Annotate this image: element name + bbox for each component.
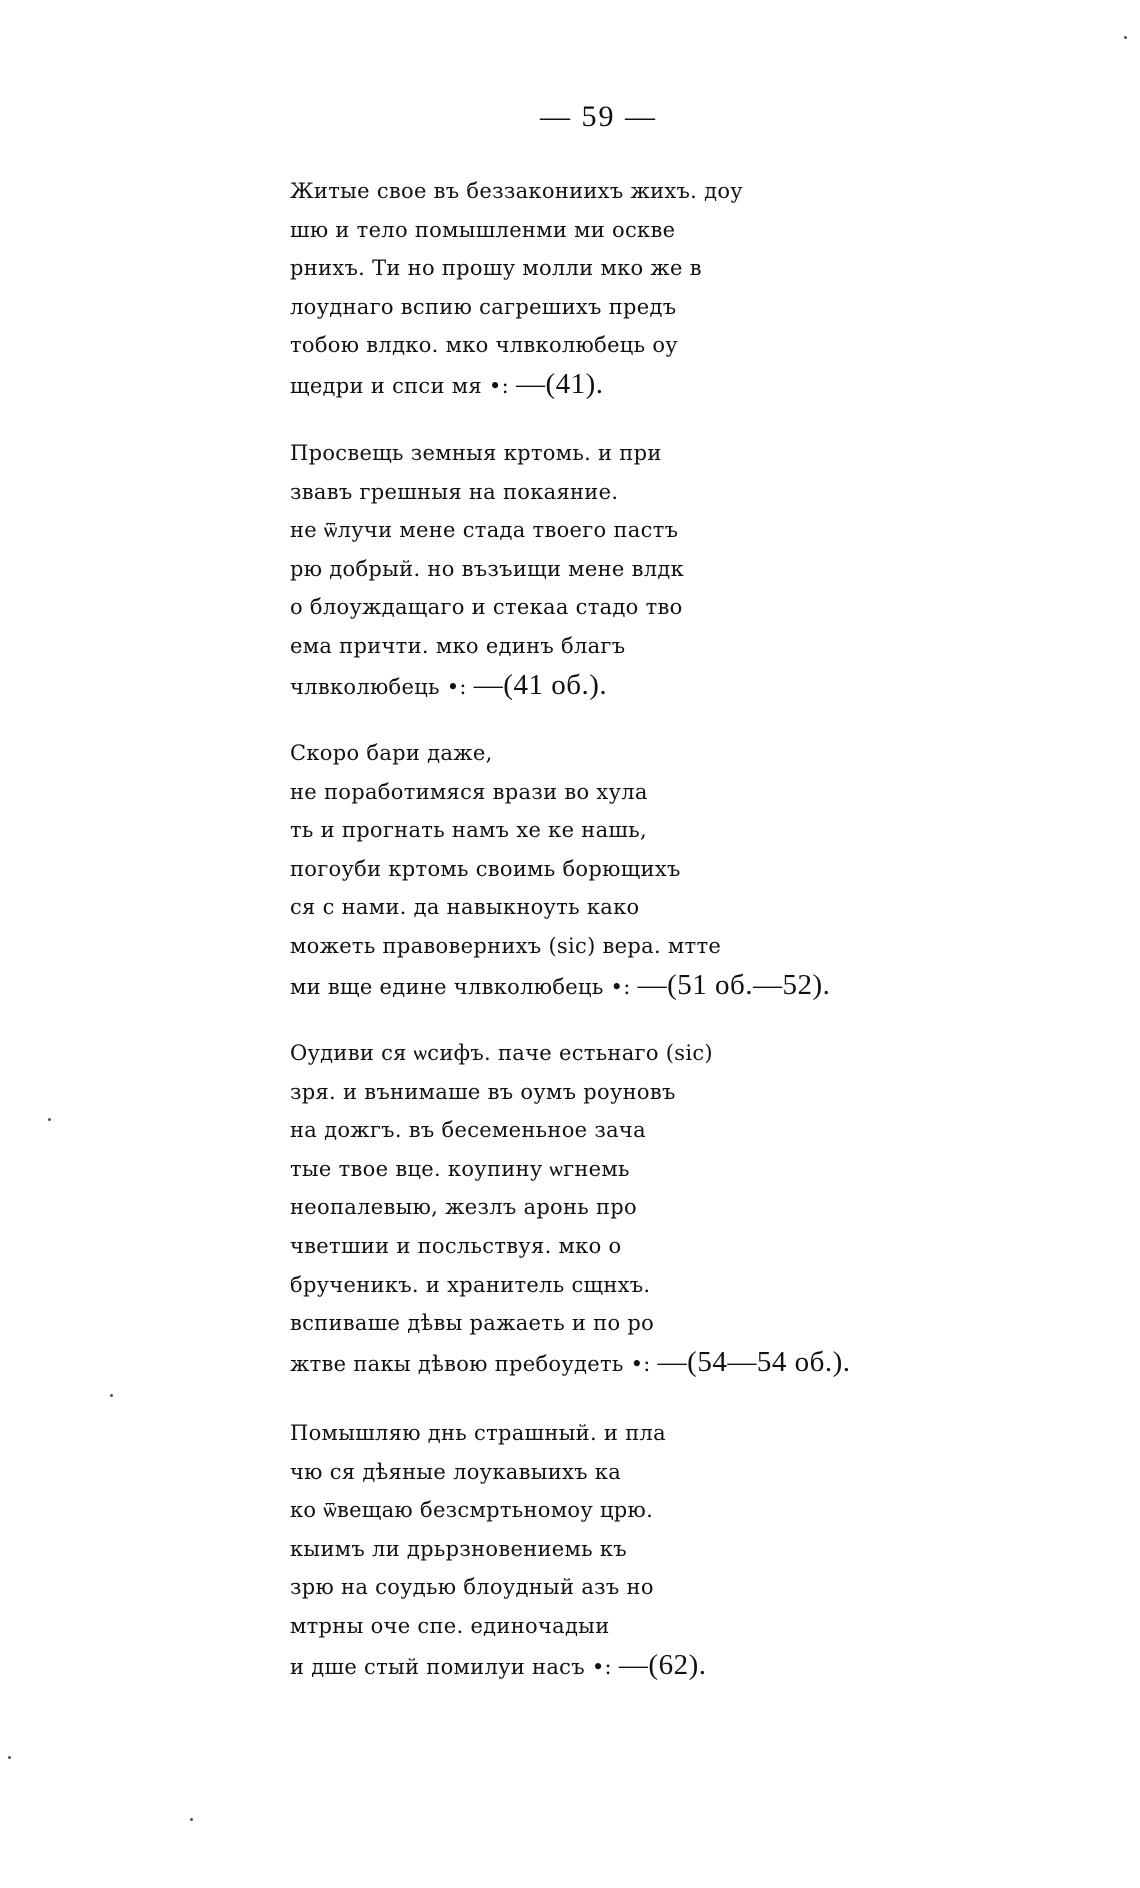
line-text: ми вще едине члвколюбець •: [290, 974, 631, 999]
scan-speck [8, 1756, 11, 1759]
text-line: шю и тело помышленми ми оскве [290, 217, 676, 242]
line-text: члвколюбець •: [290, 674, 467, 699]
scan-speck [1124, 36, 1127, 39]
text-line: чю ся дѣяные лоукавыихъ ка [290, 1459, 622, 1484]
text-line: ть и прогнать намъ хе ке нашь, [290, 818, 647, 843]
line-text: щедри и спси мя •: [290, 373, 509, 398]
stanza [290, 172, 910, 404]
stanza [290, 1414, 910, 1684]
scan-speck [48, 1118, 51, 1121]
text-line: Житые свое въ беззакониихъ жихъ. доу [290, 179, 743, 203]
text-line: Помышляю днь страшный. и пла [290, 1421, 666, 1445]
text-line: не ѿлучи мене стада твоего пастъ [290, 518, 679, 543]
text-line: на дожгъ. въ бесеменьное зача [290, 1118, 646, 1143]
text-line: брученикъ. и хранитель сщнхъ. [290, 1272, 651, 1297]
folio-reference: —(41). [515, 367, 604, 400]
text-line: погоуби кртомь своимь борющихъ [290, 856, 681, 881]
stanza [290, 434, 910, 704]
line-text: и дше стый помилуи насъ •: [290, 1654, 612, 1679]
text-line: Скоро бари даже, [290, 741, 493, 765]
line-text: жтве пакы дѣвою пребоудеть •: [290, 1351, 651, 1376]
text-line: вспиваше дѣвы ражаеть и по ро [290, 1311, 655, 1336]
text-line: о блоуждащаго и стекаа стадо тво [290, 595, 683, 620]
stanza [290, 734, 910, 1004]
text-line: Просвещь земныя кртомь. и при [290, 441, 662, 465]
text-line: лоуднаго вспию сагрешихъ предъ [290, 294, 677, 319]
scan-speck [110, 1394, 113, 1397]
text-line: Оудиви ся ѡсифъ. паче естьнаго (sic) [290, 1041, 713, 1065]
text-line: чветшии и посльствуя. мко о [290, 1233, 622, 1258]
text-line-final [290, 365, 910, 404]
text-line: ко ѿвещаю безсмртьномоу црю. [290, 1498, 654, 1523]
folio-reference: —(62). [618, 1648, 707, 1681]
text-line: тобою влдко. мко члвколюбець оу [290, 333, 678, 358]
text-line: кыимъ ли дрьрзновениемь къ [290, 1536, 627, 1561]
folio-reference: —(54—54 об.). [657, 1345, 851, 1378]
page-number: — 59 — [540, 100, 657, 133]
text-line: тые твое вце. коупину ѡгнемь [290, 1156, 630, 1181]
stanza [290, 1034, 910, 1381]
text-line: неопалевыю, жезлъ аронь про [290, 1195, 637, 1220]
text-line-final [290, 1343, 910, 1382]
text-line: звавъ грешныя на покаяние. [290, 479, 619, 504]
text-line: мтрны оче спе. единочадыи [290, 1613, 610, 1638]
folio-reference: —(41 об.). [473, 668, 608, 701]
scan-speck [190, 1818, 193, 1821]
text-line: можеть правовернихъ (sic) вера. мтте [290, 933, 722, 958]
text-line: ема причти. мко единъ благъ [290, 633, 626, 658]
text-line: рнихъ. Ти но прошу молли мко же в [290, 256, 702, 281]
text-line: зрю на соудью блоудный азъ но [290, 1575, 654, 1600]
text-line: ся с нами. да навыкноуть како [290, 895, 640, 920]
text-line: зря. и вънимаше въ оумъ роуновъ [290, 1079, 676, 1104]
text-line-final [290, 1646, 910, 1685]
text-line: рю добрый. но възъищи мене влдк [290, 556, 685, 581]
text-line: не поработимяся врази во хула [290, 779, 648, 804]
text-line-final [290, 666, 910, 705]
folio-reference: —(51 об.—52). [637, 968, 831, 1001]
text-line-final [290, 966, 910, 1005]
